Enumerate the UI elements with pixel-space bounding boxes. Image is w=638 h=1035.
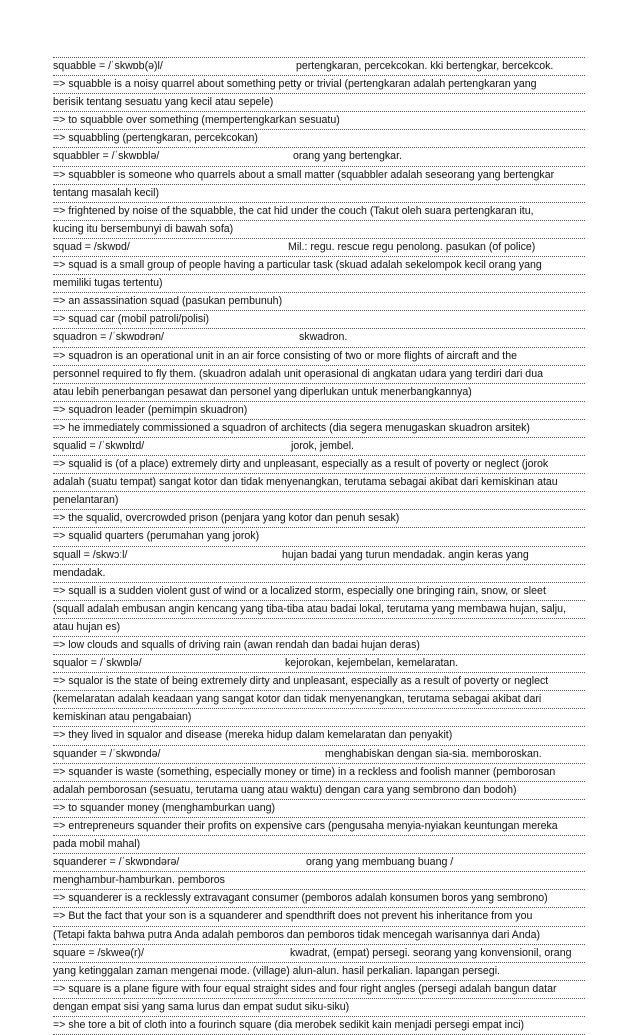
dictionary-entry (53, 746, 585, 855)
entry-text-line: => entrepreneurs squander their profits on expensive cars (pengusaha menyia-nyiakan keuntungan mereka (53, 818, 585, 836)
dictionary-entry (53, 945, 585, 1035)
headword-meaning: Mil.: regu. rescue regu penolong. pasukan (of police) (288, 240, 536, 253)
entry-text-line: atau hujan es) (53, 619, 585, 637)
headword-meaning: hujan badai yang turun mendadak. angin keras yang (282, 548, 529, 561)
entry-text-line: (squall adalah embusan angin kencang yang tiba-tiba atau badai lokal, terutama yang membawa hujan, salju, (53, 601, 585, 619)
entry-text-line: => squalid quarters (perumahan yang jorok) (53, 530, 260, 543)
headword: squalid = /ˈskwɒlɪd/ (53, 439, 145, 452)
dictionary-entry (53, 854, 585, 944)
entry-headword-line (53, 746, 585, 764)
entry-text-line: => squanderer is a recklessly extravagant consumer (pemboros adalah konsumen boros yang sembrono) (53, 890, 585, 908)
entry-text-line: => squall is a sudden violent gust of wind or a localized storm, especially one bringing rain, snow, or sleet (53, 583, 585, 601)
entry-text-line: => he immediately commissioned a squadron of architects (dia segera menugaskan skuadron arsitek) (53, 421, 530, 434)
dictionary-entry (53, 547, 585, 656)
headword-meaning: pertengkaran, percekcokan. kki bertengkar, bercekcok. (296, 60, 554, 72)
headword-meaning: menghabiskan dengan sia-sia. memboroskan. (325, 747, 542, 760)
headword: squadron = /ˈskwɒdrən/ (53, 331, 165, 344)
dictionary-entry (53, 438, 585, 547)
dictionary-entry (53, 148, 585, 238)
entry-text-line: => squalid is (of a place) extremely dirty and unpleasant, especially as a result of poverty or neglect (jorok (53, 456, 585, 474)
dictionary-page (53, 57, 585, 1035)
entry-text-line: => low clouds and squalls of driving rain (awan rendah dan badai hujan deras) (53, 639, 420, 651)
entry-headword-line (53, 945, 585, 963)
entry-text-line: => squabbler is someone who quarrels about a small matter (squabbler adalah seseorang yang bertengkar (53, 167, 585, 185)
headword-meaning: orang yang bertengkar. (293, 150, 402, 163)
headword: squabbler = /ˈskwɒblə/ (53, 150, 160, 163)
entry-text-line: pada mobil mahal) (53, 838, 141, 851)
entry-text-line: adalah (suatu tempat) sangat kotor dan tidak menyenangkan, terutama sebagai akibat dari kemiskinan atau (53, 474, 585, 492)
headword-meaning: orang yang membuang buang / (306, 856, 454, 869)
headword: squander = /ˈskwɒndə/ (53, 747, 161, 760)
entry-text-line: berisik tentang sesuatu yang kecil atau sepele) (53, 94, 585, 112)
entry-text-line: => squadron leader (pemimpin skuadron) (53, 402, 585, 420)
entry-headword-line (53, 438, 585, 456)
entry-text-line: => squabble is a noisy quarrel about something petty or trivial (pertengkaran adalah pertengkaran yang (53, 76, 585, 94)
entry-text-line: => squad car (mobil patroli/polisi) (53, 313, 210, 326)
entry-headword-line (53, 655, 585, 673)
entry-headword-line (53, 329, 585, 347)
entry-text-line: => the squalid, overcrowded prison (penjara yang kotor dan penuh sesak) (53, 510, 585, 528)
headword-meaning: kwadrat, (empat) persegi. seorang yang konvensionil, orang (290, 946, 572, 959)
headword: squanderer = /ˈskwɒndərə/ (53, 856, 180, 869)
entry-text-line: adalah pemborosan (sesuatu, terutama uang atau waktu) dengan cara yang sembrono dan bodoh) (53, 782, 585, 800)
entry-text-line: => frightened by noise of the squabble, the cat hid under the couch (Takut oleh suara pertengkaran itu, (53, 203, 585, 221)
entry-text-line: => to squabble over something (mempertengkarkan sesuatu) (53, 112, 585, 130)
entry-text-line: => squabbling (pertengkaran, percekcokan) (53, 132, 258, 145)
entry-text-line: => to squander money (menghamburkan uang) (53, 800, 585, 818)
entry-headword-line (53, 854, 585, 872)
entry-text-line: => squander is waste (something, especially money or time) in a reckless and foolish manner (pemborosan (53, 764, 585, 782)
entry-text-line: penelantaran) (53, 492, 585, 510)
entry-headword-line (53, 148, 585, 166)
entry-text-line: => squadron is an operational unit in an air force consisting of two or more flights of aircraft and the (53, 348, 585, 366)
dictionary-entry (53, 329, 585, 438)
entry-headword-line (53, 58, 585, 76)
headword-meaning: kejorokan, kejembelan, kemelaratan. (285, 657, 459, 670)
headword: squall = /skwɔːl/ (53, 548, 128, 561)
entry-headword-line (53, 547, 585, 565)
headword: squad = /skwɒd/ (53, 240, 130, 253)
headword: squalor = /ˈskwɒlə/ (53, 657, 142, 670)
entry-text-line: => squalor is the state of being extremely dirty and unpleasant, especially as a result of poverty or neglect (53, 673, 585, 691)
entry-text-line: => square is a plane figure with four equal straight sides and four right angles (persegi adalah bangun datar (53, 981, 585, 999)
entry-text-line: => squad is a small group of people having a particular task (skuad adalah sekelompok kecil orang yang (53, 257, 585, 275)
entry-text-line: => she tore a bit of cloth into a fourinch square (dia merobek sedikit kain menjadi persegi empat inci) (53, 1018, 525, 1031)
entry-text-line: memiliki tugas tertentu) (53, 275, 585, 293)
entry-headword-line (53, 239, 585, 257)
dictionary-entry (53, 57, 585, 148)
entry-text-line: (Tetapi fakta bahwa putra Anda adalah pemboros dan pemboros tidak mencegah warisannya dari Anda) (53, 928, 541, 941)
headword: square = /skweə(r)/ (53, 946, 144, 959)
entry-text-line: => But the fact that your son is a squanderer and spendthrift does not prevent his inheritance from you (53, 908, 585, 926)
entry-text-line: => an assassination squad (pasukan pembunuh) (53, 293, 585, 311)
headword-meaning: jorok, jembel. (291, 439, 354, 452)
entry-text-line: tentang masalah kecil) (53, 185, 585, 203)
entry-text-line: atau lebih penerbangan pesawat dan personel yang diperlukan untuk menerbangkannya) (53, 384, 585, 402)
dictionary-entry (53, 239, 585, 329)
entry-text-line: (kemelaratan adalah keadaan yang sangat kotor dan tidak menyenangkan, terutama sebagai akibat dari (53, 691, 585, 709)
entry-text-line: => they lived in squalor and disease (mereka hidup dalam kemelaratan dan penyakit) (53, 729, 453, 742)
entry-text-line: dengan empat sisi yang sama lurus dan empat sudut siku-siku) (53, 999, 585, 1017)
entry-text-line: kucing itu bersembunyi di bawah sofa) (53, 222, 234, 235)
entry-text-line: menghambur-hamburkan. pemboros (53, 872, 585, 890)
headword-meaning: skwadron. (299, 331, 348, 344)
entry-text-line: personnel required to fly them. (skuadron adalah unit operasional di angkatan udara yang terdiri dari dua (53, 366, 585, 384)
entry-text-line: kemiskinan atau pengabaian) (53, 709, 585, 727)
dictionary-entry (53, 655, 585, 745)
entry-text-line: yang ketinggalan zaman mengenai mode. (village) alun-alun. hasil perkalian. lapangan persegi. (53, 963, 585, 981)
entry-text-line: mendadak. (53, 565, 585, 583)
headword: squabble = /ˈskwɒb(ə)l/ (53, 60, 163, 72)
